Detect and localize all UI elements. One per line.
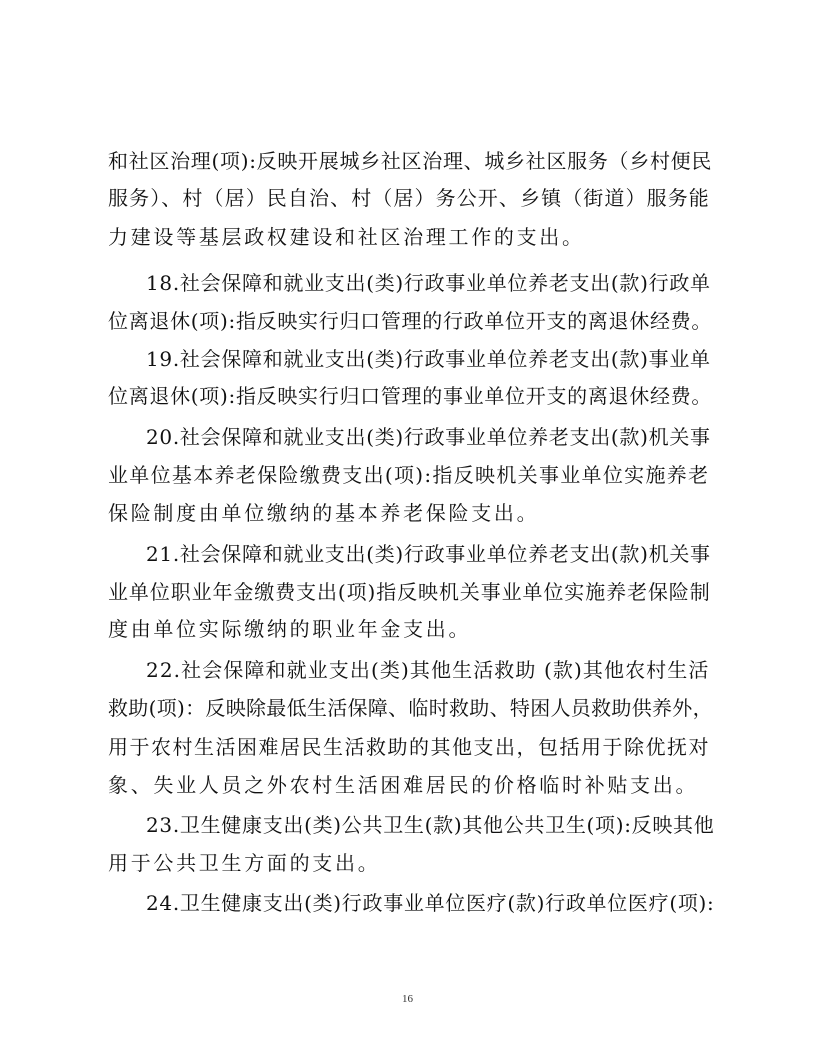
text-line: 和社区治理(项):反映开展城乡社区治理、城乡社区服务（乡村便民: [108, 149, 713, 173]
paragraph-first-line: 22.社会保障和就业支出(类)其他生活救助 (款)其他农村生活: [146, 658, 710, 682]
paragraph-first-line: 23.卫生健康支出(类)公共卫生(款)其他公共卫生(项):反映其他: [146, 813, 715, 837]
text-line: 力建设等基层政权建设和社区治理工作的支出。: [108, 225, 585, 249]
text-line: 保险制度由单位缴纳的基本养老保险支出。: [108, 501, 540, 525]
paragraph-first-line: 21.社会保障和就业支出(类)行政事业单位养老支出(款)机关事: [146, 542, 711, 566]
text-line: 用于公共卫生方面的支出。: [108, 851, 381, 875]
paragraph-first-line: 24.卫生健康支出(类)行政事业单位医疗(款)行政单位医疗(项):: [146, 891, 715, 915]
text-line: 度由单位实际缴纳的职业年金支出。: [108, 617, 472, 641]
paragraph-first-line: 19.社会保障和就业支出(类)行政事业单位养老支出(款)事业单: [146, 347, 711, 371]
text-line: 服务）、村（居）民自治、村（居）务公开、乡镇（街道）服务能: [108, 186, 710, 210]
page-number: 16: [402, 993, 413, 1005]
text-line: 救助(项)：反映除最低生活保障、临时救助、特困人员救助供养外，: [108, 696, 713, 720]
text-line: 业单位职业年金缴费支出(项)指反映机关事业单位实施养老保险制: [108, 580, 711, 604]
paragraph-first-line: 18.社会保障和就业支出(类)行政事业单位养老支出(款)行政单: [146, 271, 711, 295]
text-line: 位离退休(项):指反映实行归口管理的行政单位开支的离退休经费。: [108, 309, 713, 333]
text-line: 象、失业人员之外农村生活困难居民的价格临时补贴支出。: [108, 773, 699, 797]
paragraph-first-line: 20.社会保障和就业支出(类)行政事业单位养老支出(款)机关事: [146, 425, 711, 449]
text-line: 位离退休(项):指反映实行归口管理的事业单位开支的离退休经费。: [108, 384, 713, 408]
text-line: 用于农村生活困难居民生活救助的其他支出，包括用于除优抚对: [108, 735, 710, 759]
text-line: 业单位基本养老保险缴费支出(项):指反映机关事业单位实施养老: [108, 463, 710, 487]
